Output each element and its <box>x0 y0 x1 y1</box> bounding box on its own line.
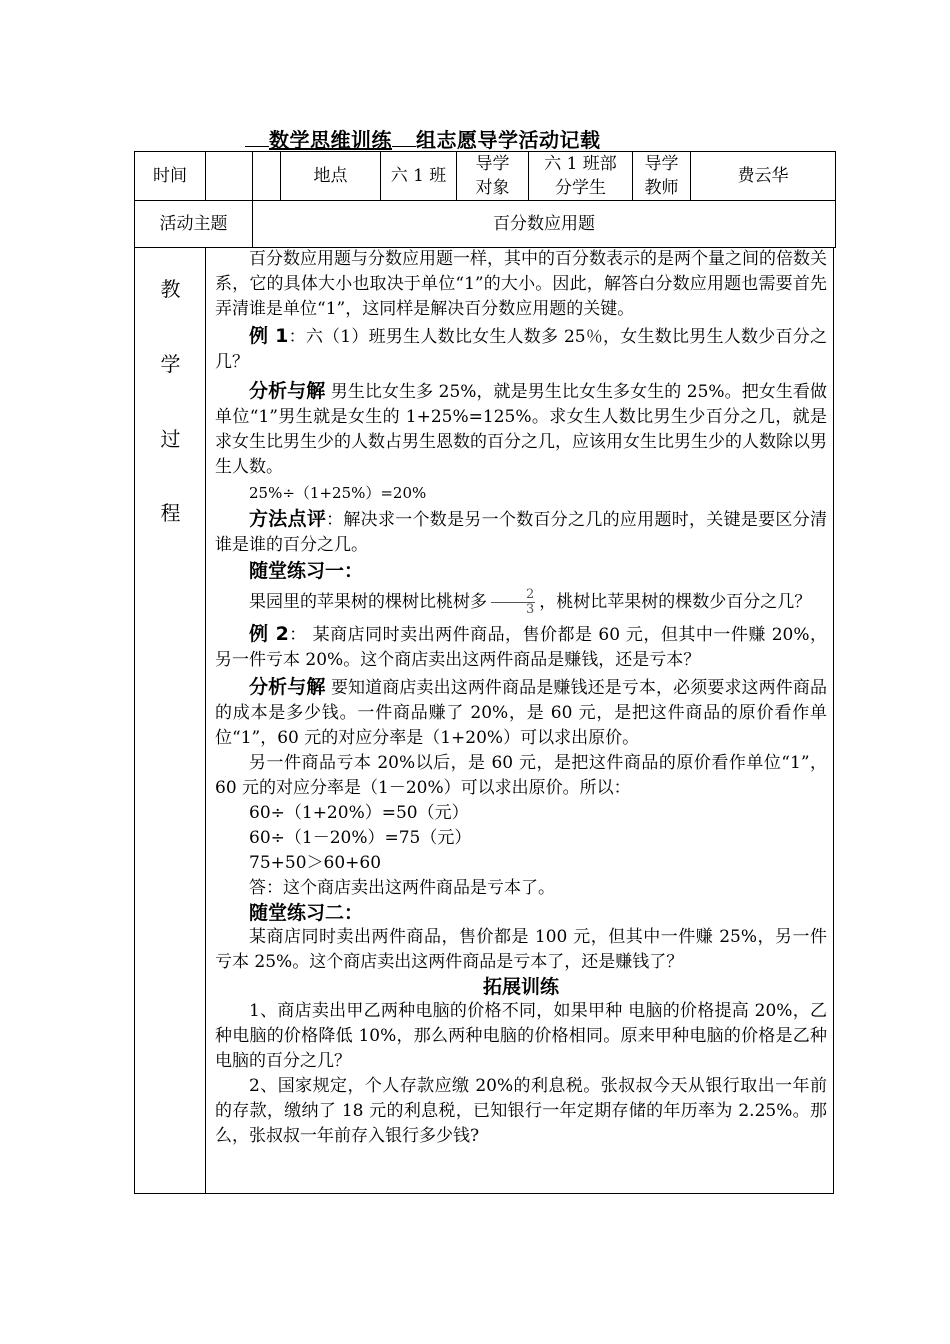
practice-1-text <box>215 586 827 618</box>
side-char-2: 学 <box>160 352 181 376</box>
target-value: 六 1 班部 分学生 <box>529 152 633 201</box>
calculation-2-line-3: 75+50＞60+60 <box>249 853 382 873</box>
place-value: 六 1 班 <box>381 152 457 201</box>
example-2-label: 例 2 <box>249 623 289 645</box>
teacher-label: 导学 教师 <box>633 152 691 201</box>
example-1-label: 例 1 <box>249 325 289 347</box>
time-value-extra <box>253 152 281 201</box>
analysis-2 <box>215 675 827 751</box>
example-2 <box>215 622 827 673</box>
analysis-2-label: 分析与解 <box>249 676 326 698</box>
fraction-two-thirds: $\frac{2}{3}$ <box>491 588 535 617</box>
title-rest: 组志愿导学活动记载 <box>416 128 601 152</box>
calculation-2-line-1: 60÷（1+20%）=50（元） <box>249 803 469 823</box>
title-underline-space <box>392 128 416 147</box>
process-content <box>215 247 827 1149</box>
title-underline-space <box>245 128 269 147</box>
method-comment <box>215 507 827 558</box>
practice-1-before: 果园里的苹果树的棵树比桃树多 <box>249 592 487 612</box>
example-1-text: ：六（1）班男生人数比女生人数多 25％，女生数比男生人数少百分之几？ <box>215 327 827 372</box>
place-label: 地点 <box>281 152 381 201</box>
analysis-1 <box>215 379 827 480</box>
teacher-value: 费云华 <box>691 152 836 201</box>
side-char-1: 教 <box>160 277 181 301</box>
example-1 <box>215 324 827 375</box>
time-label: 时间 <box>135 152 206 201</box>
process-section <box>134 247 834 1194</box>
analysis-1-label: 分析与解 <box>249 380 326 402</box>
practice-1-title: 随堂练习一： <box>249 560 364 582</box>
example-2-text: ： 某商店同时卖出两件商品，售价都是 60 元，但其中一件赚 20%，另一件亏本 20%。这个商店卖出这两件商品是赚钱，还是亏本？ <box>215 625 827 670</box>
side-char-3: 过 <box>160 427 181 451</box>
target-label: 导学 对象 <box>457 152 529 201</box>
analysis-1-text: 男生比女生多 25%，就是男生比女生多女生的 25%。把女生看做单位“1”男生就是女生的 1+25%=125%。求女生人数比男生少百分之几，就是求女生比男生少的人数占男生恩数的百分之几，应该用女生比男生少的人数除以男生人数。 <box>215 382 827 477</box>
theme-label: 活动主题 <box>135 201 253 248</box>
header-table <box>134 151 836 248</box>
practice-2-title: 随堂练习二： <box>249 902 364 924</box>
analysis-2-text: 要知道商店卖出这两件商品是赚钱还是亏本，必须要求这两件商品的成本是多少钱。一件商品赚了 20%，是 60 元，是把这件商品的原价看作单位“1”，60 元的对应分率是（1+20%）可以求出原价。 <box>215 678 827 748</box>
side-char-4: 程 <box>160 501 181 525</box>
title-subject: 数学思维训练 <box>269 128 392 152</box>
analysis-2-continued: 另一件商品亏本 20%以后，是 60 元，是把这件商品的原价看作单位“1”，60 元的对应分率是（1－20%）可以求出原价。所以： <box>215 753 827 798</box>
extension-item-1: 1、商店卖出甲乙两种电脑的价格不同，如果甲种 电脑的价格提高 20%，乙种电脑的价格降低 10%，那么两种电脑的价格相同。原来甲种电脑的价格是乙种电脑的百分之几？ <box>215 1001 827 1071</box>
extension-title: 拓展训练 <box>482 976 559 998</box>
page-title <box>245 124 601 153</box>
method-label: 方法点评 <box>249 508 327 530</box>
intro-paragraph: 百分数应用题与分数应用题一样，其中的百分数表示的是两个量之间的倍数关系，它的具体大小也取决于单位“1”的大小。因此，解答白分数应用题也需要首先弄清谁是单位“1”，这同样是解决百分数应用题的关键。 <box>215 249 827 319</box>
extension-item-2: 2、国家规定，个人存款应缴 20%的利息税。张叔叔今天从银行取出一年前的存款，缴纳了 18 元的利息税，已知银行一年定期存储的年历率为 2.25%。那么，张叔叔一年前存入银行多少钱? <box>215 1076 827 1146</box>
method-text: ：解决求一个数是另一个数百分之几的应用题时，关键是要区分清谁是谁的百分之几。 <box>215 510 827 555</box>
practice-2-text: 某商店同时卖出两件商品，售价都是 100 元，但其中一件赚 25%，另一件亏本 25%。这个商店卖出这两件商品是亏本了，还是赚钱了？ <box>215 927 827 972</box>
calculation-1: 25%÷（1+25%）=20% <box>249 484 427 502</box>
theme-value: 百分数应用题 <box>253 201 836 248</box>
practice-1-after: ，桃树比苹果树的棵数少百分之几？ <box>539 592 812 612</box>
process-side-label <box>135 247 206 1193</box>
time-value <box>206 152 253 201</box>
calculation-2-line-2: 60÷（1－20%）=75（元） <box>249 828 472 848</box>
answer-2: 答：这个商店卖出这两件商品是亏本了。 <box>249 878 555 898</box>
